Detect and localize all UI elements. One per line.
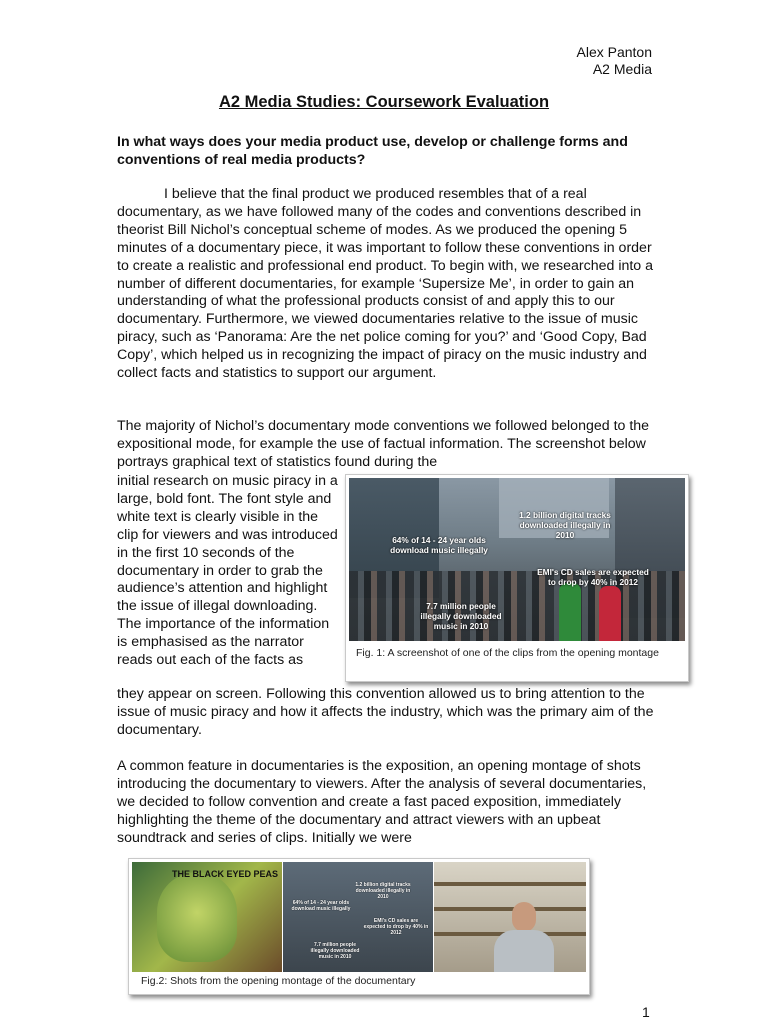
author-block xyxy=(577,44,653,78)
author-name: Alex Panton xyxy=(576,44,652,60)
paragraph-2-wrapped: initial research on music piracy in a large, bold font. The font style and white text is clearly visible in the clip for viewers and was introduced in the first 10 seconds of the documentary in order to grab the audience’s attention and highlight the issue of illegal downloading. The importance of the information is emphasised as the narrator reads out each of the facts as xyxy=(117,473,338,669)
mini-stat-3: EMI's CD sales are expected to drop by 40% in 2012 xyxy=(363,918,429,936)
pedestrian-green xyxy=(559,583,581,641)
figure-2-caption: Fig.2: Shots from the opening montage of the documentary xyxy=(141,975,416,987)
paragraph-1: I believe that the final product we produced resembles that of a real documentary, as we have followed many of the codes and conventions described in theorist Bill Nichol’s conceptual scheme of modes. As we produced the opening 5 minutes of a documentary piece, it was important to follow these conventions in order to create a realistic and professional end product. To begin with, we researched into a number of different documentaries, for example ‘Supersize Me’, in order to gain an understanding of what the professional products consist of and apply this to our documentary. Furthermore, we viewed documentaries relative to the issue of music piracy, such as ‘Panorama: Are the net police coming for you?’ and ‘Good Copy, Bad Copy’, which helped us in recognizing the impact of piracy on the music industry and collect facts and statistics to support our argument. xyxy=(117,186,654,382)
figure-2 xyxy=(128,858,590,995)
overlay-stat-3: EMI's CD sales are expected to drop by 40% in 2012 xyxy=(537,567,649,587)
figure-1 xyxy=(345,474,689,682)
album-cover-text: THE BLACK EYED PEAS xyxy=(172,869,279,879)
overlay-stat-2: 64% of 14 - 24 year olds download music illegally xyxy=(390,535,488,555)
mini-stat-1: 1.2 billion digital tracks downloaded illegally in 2010 xyxy=(355,882,411,900)
montage-shot-interview xyxy=(434,862,586,972)
question-heading: In what ways does your media product use, develop or challenge forms and conventions of real media products? xyxy=(117,134,628,168)
paragraph-2-intro: The majority of Nichol’s documentary mode conventions we followed belonged to the expositional mode, for example the use of factual information. The screenshot below portrays graphical text of statistics found during the xyxy=(117,418,650,470)
course-name: A2 Media xyxy=(592,61,652,77)
figure-1-screenshot xyxy=(349,478,685,641)
shelf xyxy=(434,882,586,886)
page-title: A2 Media Studies: Coursework Evaluation xyxy=(218,93,550,111)
overlay-stat-4: 7.7 million people illegally downloaded music in 2010 xyxy=(420,601,502,631)
interviewee-head xyxy=(512,902,536,932)
interviewee-body xyxy=(494,930,554,972)
montage-shot-statistics xyxy=(283,862,433,972)
album-cover-face xyxy=(157,872,237,962)
mini-stat-4: 7.7 million people illegally downloaded music in 2010 xyxy=(310,942,360,960)
pedestrian-red xyxy=(599,586,621,641)
page-number: 1 xyxy=(642,1004,650,1020)
overlay-stat-1: 1.2 billion digital tracks downloaded illegally in 2010 xyxy=(519,510,611,540)
figure-1-caption: Fig. 1: A screenshot of one of the clips from the opening montage xyxy=(356,647,659,659)
montage-shot-album xyxy=(132,862,282,972)
interviewee xyxy=(494,902,554,972)
paragraph-3: A common feature in documentaries is the exposition, an opening montage of shots introducing the documentary to viewers. After the analysis of several documentaries, we decided to follow convention and create a fast paced exposition, immediately highlighting the theme of the documentary and attract viewers with an upbeat soundtrack and series of clips. Initially we were xyxy=(117,758,647,846)
mini-stat-2: 64% of 14 - 24 year olds download music illegally xyxy=(291,900,351,912)
paragraph-2-conclusion: they appear on screen. Following this convention allowed us to bring attention to the issue of music piracy and how it affects the industry, which was the primary aim of the documentary. xyxy=(117,686,654,738)
